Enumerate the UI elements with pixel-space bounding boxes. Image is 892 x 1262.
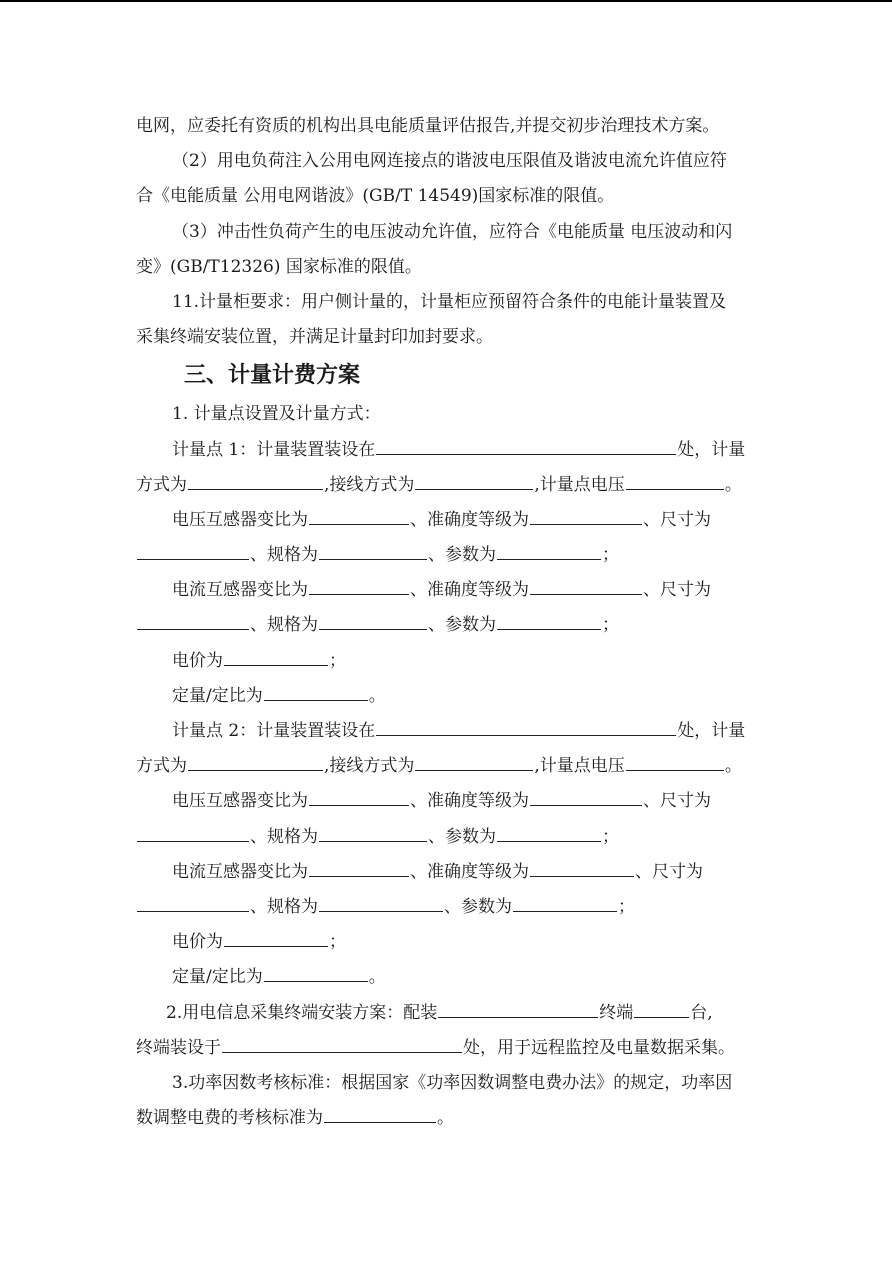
point-2-ct-spec-blank[interactable] <box>319 895 443 912</box>
install-label: ：计量装置装设在 <box>239 439 376 460</box>
param-label: 、参数为 <box>428 545 496 566</box>
point-1-vt-size-blank[interactable] <box>137 543 249 560</box>
semicolon: ； <box>329 932 346 953</box>
point-2-voltage-blank[interactable] <box>626 754 724 771</box>
point-2-ct-accuracy-blank[interactable] <box>530 860 634 877</box>
point-1-price-blank[interactable] <box>224 649 328 666</box>
point-1-install-line <box>136 433 768 468</box>
point-2-method-line <box>136 749 768 784</box>
param-label: 、参数为 <box>428 826 496 847</box>
point-1-ct-accuracy-blank[interactable] <box>530 578 642 595</box>
accuracy-label: 、准确度等级为 <box>410 791 529 812</box>
point-1-fixed-blank[interactable] <box>264 684 368 701</box>
period: 。 <box>368 685 386 706</box>
period: 。 <box>724 756 742 777</box>
point-1-vt-line-1 <box>136 503 768 538</box>
point-2-ct-line-1 <box>136 855 768 890</box>
size-label: 、尺寸为 <box>643 580 711 601</box>
point-1-vt-param-blank[interactable] <box>497 543 601 560</box>
spec-label: 、规格为 <box>250 615 318 636</box>
ct-ratio-label: 电流互感器变比为 <box>172 861 308 882</box>
place-label: 处，计量 <box>677 439 746 460</box>
period: 。 <box>437 1108 454 1129</box>
point-2-install-line <box>136 714 768 749</box>
point-1-ct-param-blank[interactable] <box>497 613 601 630</box>
para-voltage-fluctuation-line-2: 变》(GB/T12326) 国家标准的限值。 <box>136 256 422 277</box>
point-2-vt-accuracy-blank[interactable] <box>530 789 642 806</box>
point-2-name: 计量点 2 <box>172 721 240 741</box>
item-2-terminal-count-blank[interactable] <box>634 1001 689 1018</box>
voltage-label: ,计量点电压 <box>534 756 625 777</box>
point-2-price-line <box>136 925 768 960</box>
para-power-grid-line-1: 电网，应委托有资质的机构出具电能质量评估报告,并提交初步治理技术方案。 <box>136 116 720 136</box>
point-2-vt-spec-blank[interactable] <box>319 825 427 842</box>
fixed-label: 定量/定比为 <box>172 685 263 706</box>
ct-ratio-label: 电流互感器变比为 <box>172 580 308 601</box>
method-label: 方式为 <box>136 756 187 777</box>
item-3-line-1: 3.功率因数考核标准：根据国家《功率因数调整电费办法》的规定，功率因 <box>172 1072 733 1093</box>
item-2-terminal-type-blank[interactable] <box>438 1001 598 1018</box>
semicolon: ； <box>602 545 619 566</box>
item-2-purpose-text: 处，用于远程监控及电量数据采集。 <box>463 1037 735 1058</box>
point-1-price-line <box>136 644 768 679</box>
section-heading-metering-billing: 三、计量计费方案 <box>184 363 361 389</box>
period: 。 <box>368 967 386 988</box>
point-2-ct-param-blank[interactable] <box>513 895 617 912</box>
semicolon: ； <box>602 826 619 847</box>
wiring-label: ,接线方式为 <box>324 474 415 495</box>
item-2-terminal-label: 终端 <box>599 1002 634 1023</box>
point-2-vt-line-2 <box>136 820 768 855</box>
semicolon: ； <box>329 650 346 671</box>
para-harmonic-line-2: 合《电能质量 公用电网谐波》(GB/T 14549)国家标准的限值。 <box>136 186 615 207</box>
wiring-label: ,接线方式为 <box>324 756 415 777</box>
point-1-ct-ratio-blank[interactable] <box>309 578 409 595</box>
spec-label: 、规格为 <box>250 826 318 847</box>
point-2-vt-line-1 <box>136 784 768 819</box>
install-label: ：计量装置装设在 <box>239 721 376 741</box>
item-2-install-location-blank[interactable] <box>222 1036 462 1053</box>
point-2-vt-param-blank[interactable] <box>497 825 601 842</box>
period: 。 <box>724 474 742 495</box>
point-1-vt-line-2 <box>136 538 768 573</box>
fixed-label: 定量/定比为 <box>172 967 263 988</box>
size-label: 、尺寸为 <box>643 509 711 530</box>
spec-label: 、规格为 <box>250 896 318 917</box>
document-body <box>136 109 768 1136</box>
voltage-label: ,计量点电压 <box>534 474 625 495</box>
semicolon: ； <box>618 896 635 917</box>
point-1-ct-line-1 <box>136 573 768 608</box>
point-1-vt-spec-blank[interactable] <box>319 543 427 560</box>
item-2-prefix: 2.用电信息采集终端安装方案：配装 <box>166 1002 438 1023</box>
item-1-title: 1. 计量点设置及计量方式： <box>172 404 381 425</box>
point-2-ct-size-blank[interactable] <box>137 895 249 912</box>
item-2-line-2 <box>136 1031 768 1066</box>
method-label: 方式为 <box>136 474 187 495</box>
point-1-name: 计量点 1 <box>172 439 240 460</box>
point-2-ct-ratio-blank[interactable] <box>309 860 409 877</box>
point-2-vt-ratio-blank[interactable] <box>309 789 409 806</box>
point-1-method-blank[interactable] <box>188 473 323 490</box>
param-label: 、参数为 <box>428 615 496 636</box>
spec-label: 、规格为 <box>250 545 318 566</box>
price-label: 电价为 <box>172 932 223 953</box>
accuracy-label: 、准确度等级为 <box>410 580 529 601</box>
price-label: 电价为 <box>172 650 223 671</box>
accuracy-label: 、准确度等级为 <box>410 861 529 882</box>
para-meter-cabinet-line-1: 11.计量柜要求：用户侧计量的，计量柜应预留符合条件的电能计量装置及 <box>172 291 727 312</box>
point-1-ct-line-2 <box>136 608 768 643</box>
point-2-install-location-blank[interactable] <box>376 719 676 736</box>
item-2-install-label: 终端装设于 <box>136 1037 221 1058</box>
para-meter-cabinet-line-2: 采集终端安装位置，并满足计量封印加封要求。 <box>136 327 493 348</box>
item-3-line-2 <box>136 1101 768 1136</box>
point-1-wiring-blank[interactable] <box>415 473 533 490</box>
point-2-fixed-line <box>136 960 768 995</box>
point-2-price-blank[interactable] <box>224 930 328 947</box>
point-1-ct-size-blank[interactable] <box>137 613 249 630</box>
point-2-vt-size-blank[interactable] <box>137 825 249 842</box>
point-2-fixed-blank[interactable] <box>264 965 368 982</box>
item-3-prefix: 数调整电费的考核标准为 <box>136 1108 323 1129</box>
point-1-install-location-blank[interactable] <box>376 438 676 455</box>
param-label: 、参数为 <box>444 896 512 917</box>
point-1-fixed-line <box>136 679 768 714</box>
point-1-vt-ratio-blank[interactable] <box>309 508 409 525</box>
point-2-ct-line-2 <box>136 890 768 925</box>
item-2-unit-label: 台, <box>690 1002 713 1023</box>
semicolon: ； <box>602 615 619 636</box>
vt-ratio-label: 电压互感器变比为 <box>172 509 308 530</box>
point-1-voltage-blank[interactable] <box>626 473 724 490</box>
point-1-vt-accuracy-blank[interactable] <box>530 508 642 525</box>
top-border-line <box>0 0 892 2</box>
size-label: 、尺寸为 <box>643 791 711 812</box>
para-harmonic-line-1: （2）用电负荷注入公用电网连接点的谐波电压限值及谐波电流允许值应符 <box>172 151 727 172</box>
point-1-method-line <box>136 468 768 503</box>
item-3-standard-blank[interactable] <box>324 1106 436 1123</box>
vt-ratio-label: 电压互感器变比为 <box>172 791 308 812</box>
item-2-line-1 <box>136 996 768 1031</box>
place-label: 处，计量 <box>677 721 746 741</box>
point-2-wiring-blank[interactable] <box>415 754 533 771</box>
point-2-method-blank[interactable] <box>188 754 323 771</box>
point-1-ct-spec-blank[interactable] <box>319 613 427 630</box>
accuracy-label: 、准确度等级为 <box>410 509 529 530</box>
size-label: 、尺寸为 <box>635 861 703 882</box>
para-voltage-fluctuation-line-1: （3）冲击性负荷产生的电压波动允许值，应符合《电能质量 电压波动和闪 <box>172 221 733 242</box>
